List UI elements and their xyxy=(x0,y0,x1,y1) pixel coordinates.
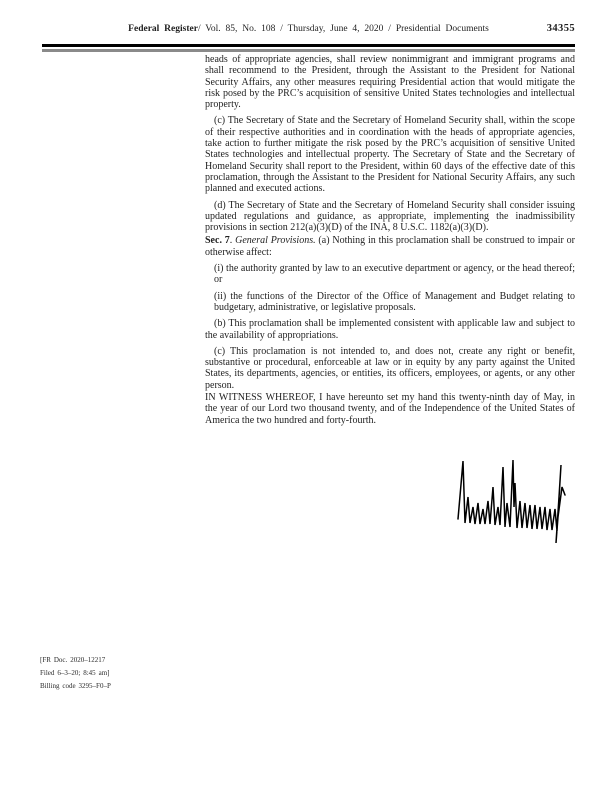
document-body xyxy=(205,52,575,426)
journal-title: Federal Register xyxy=(128,24,198,34)
paragraph-sec-7-part-3: (a) Nothing in this proclamation shall be construed to impair or otherwise affect: xyxy=(205,235,575,258)
billing-code: Billing code 3295–F0–P xyxy=(40,682,111,691)
paragraph-b: (b) This proclamation shall be implemented consistent with applicable law and subject to the availability of appropriations. xyxy=(205,318,575,341)
header-rule-top xyxy=(42,44,575,47)
header-title-line xyxy=(42,24,575,34)
paragraph-ii: (ii) the functions of the Director of the Office of Management and Budget relating to budgetary, administrative, or legislative proposals. xyxy=(214,290,575,313)
page-header xyxy=(42,24,575,38)
paragraph-c-1: (c) The Secretary of State and the Secretary of Homeland Security shall, within the scope of their respective authorities and in coordination with the heads of appropriate agencies, take action to further mitigate the risk posed by the PRC’s acquisition of sensitive United States technologies and intellectual property. The Secretary of State and the Secretary of Homeland Security shall report to the President, within 60 days of the effective date of this proclamation, through the Assistant to the President for National Security Affairs, any such planned and executed actions. xyxy=(205,115,575,195)
paragraph-sec-7 xyxy=(205,235,575,258)
issue-info: / Vol. 85, No. 108 / Thursday, June 4, 2020 / Presidential Documents xyxy=(197,24,489,34)
paragraph-d: (d) The Secretary of State and the Secretary of Homeland Security shall consider issuing updated regulations and guidance, as appropriate, implementing the inadmissibility provisions in section 212(a)(3)(D) of the INA, 8 U.S.C. 1182(a)(3)(D). xyxy=(205,199,575,234)
filed-date: Filed 6–3–20; 8:45 am] xyxy=(40,669,110,678)
filing-footer xyxy=(40,654,111,694)
paragraph-sec-7-part-1: . xyxy=(229,235,236,247)
page-number: 34355 xyxy=(546,23,575,34)
paragraph-sec-7-part-0: Sec. 7 xyxy=(205,235,230,247)
paragraph-continuation: heads of appropriate agencies, shall review nonimmigrant and immigrant programs and shall recommend to the President, through the Assistant to the President for National Security Affairs, any other measures requiring Presidential action that would mitigate the risk posed by the PRC’s acquisition of sensitive United States technologies and intellectual property. xyxy=(205,54,575,111)
paragraph-sec-7-part-2: General Provisions. xyxy=(235,235,316,247)
paragraph-i: (i) the authority granted by law to an executive department or agency, or the head thereof; or xyxy=(214,263,575,286)
fr-doc-number: [FR Doc. 2020–12217 xyxy=(40,656,106,664)
presidential-signature-icon xyxy=(452,457,582,547)
paragraph-witness: IN WITNESS WHEREOF, I have hereunto set my hand this twenty-ninth day of May, in the year of our Lord two thousand twenty, and of the Independence of the United States of America the two hundred and forty-fourth. xyxy=(205,392,575,426)
paragraph-c-2: (c) This proclamation is not intended to, and does not, create any right or benefit, substantive or procedural, enforceable at law or in equity by any party against the United States, its departments, agencies, or entities, its officers, employees, or agents, or any other person. xyxy=(205,345,575,391)
